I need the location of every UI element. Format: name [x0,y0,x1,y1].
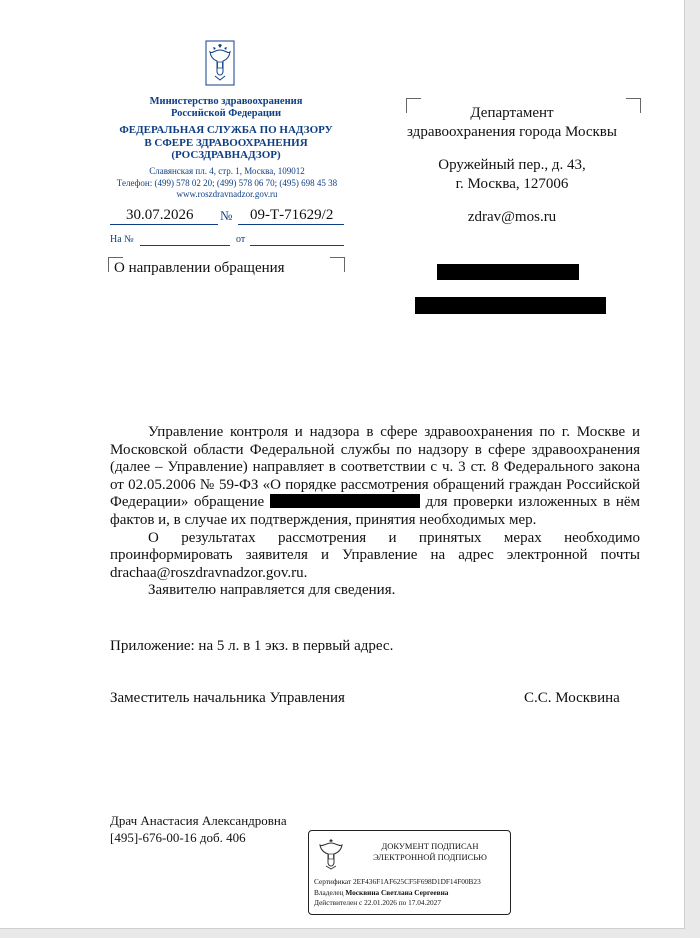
executor-phone: [495]-676-00-16 доб. 406 [110,830,246,845]
redacted-inline [270,494,420,508]
number-underline [238,224,344,225]
registration-number: 09-Т-71629/2 [250,207,334,223]
signer-position: Заместитель начальника Управления [110,690,345,706]
subject-corner-right [330,257,345,272]
recipient-block [380,104,644,227]
recipient-line: здравоохранения города Москвы [407,124,617,140]
date-underline [110,224,218,225]
ref-label: На № [110,234,134,245]
recipient-line: г. Москва, 127006 [455,176,569,192]
from-underline [250,245,344,246]
body-paragraph-3: Заявителю направляется для сведения. [148,582,396,599]
redacted-name [437,264,579,280]
body-paragraph-2: О результатах рассмотрения и принятых мерах необходимо проинформировать заявителя и Управление на адрес электронной почты drachaa@roszdravnadzor.gov.ru. [110,529,640,581]
service-name: ФЕДЕРАЛЬНАЯ СЛУЖБА ПО НАДЗОРУ В СФЕРЕ ЗДРАВООХРАНЕНИЯ (РОСЗДРАВНАДЗОР) [119,124,333,161]
recipient-email: zdrav@mos.ru [467,209,557,225]
coat-of-arms-icon [317,837,345,871]
recipient-line: Оружейный пер., д. 43, [438,157,586,173]
coat-of-arms-icon [205,40,235,86]
signer-name: С.С. Москвина [524,690,620,706]
certificate-owner: Москвина Светлана Сергеевна [345,887,449,897]
recipient-spacer [380,142,644,156]
executor-block [110,812,287,846]
letter-body [110,424,640,600]
redacted-address [415,297,606,314]
from-label: от [236,234,246,245]
body-paragraph-1: Управление контроля и надзора в сфере здравоохранения по г. Москве и Московской области Федеральной службы по надзору в сфере здравоохранения (далее – Управление) направляет в соответствии с ч. 3 ст. 8 Федерального закона от 02.05.2006 № 59-ФЗ «О порядке рассмотрения обращений граждан Российской Федерации» обращение для проверки изложенных в нём фактов и, в случае их подтверждения, принятия необходимых мер. [110,424,641,528]
recipient-line: Департамент [470,105,554,121]
ministry-name: Министерство здравоохранения Российской Федерации [149,96,303,119]
ref-underline [140,245,230,246]
appendix-note: Приложение: на 5 л. в 1 экз. в первый адрес. [110,638,394,654]
stamp-details: Сертификат 2EF436F1AF625CF5F698D1DF14F00B23 Владелец Москвина Светлана Сергеевна Действителен с 22.01.2026 по 17.04.2027 [314,877,481,907]
letter-subject: О направлении обращения [114,260,285,276]
certificate-id: 2EF436F1AF625CF5F698D1DF14F00B23 [352,877,481,886]
number-sign: № [220,208,233,223]
registration-date: 30.07.2026 [126,207,194,223]
executor-name: Драч Анастасия Александровна [110,813,287,828]
digital-signature-stamp [308,830,511,915]
certificate-validity: Действителен с 22.01.2026 по 17.04.2027 [314,898,441,907]
stamp-title: ДОКУМЕНТ ПОДПИСАН ЭЛЕКТРОННОЙ ПОДПИСЬЮ [373,841,487,862]
service-address: Славянская пл. 4, стр. 1, Москва, 109012 Телефон: (499) 578 02 20; (499) 578 06 70; (495) 698 45 38 www.roszdravnadzor.gov.ru [116,166,338,199]
recipient-spacer [380,194,644,208]
